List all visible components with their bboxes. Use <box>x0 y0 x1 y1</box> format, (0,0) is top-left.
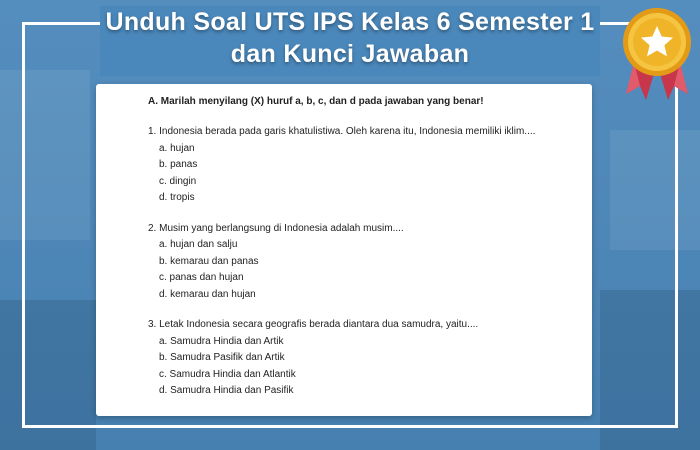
answer-option: d. tropis <box>159 192 195 203</box>
instruction: A. Marilah menyilang (X) huruf a, b, c, dan d pada jawaban yang benar! <box>148 96 484 107</box>
exam-document <box>148 96 588 400</box>
answer-option: b. kemarau dan panas <box>159 255 259 267</box>
answer-option: a. hujan dan salju <box>159 239 238 250</box>
answer-option: b. Samudra Pasifik dan Artik <box>159 352 285 363</box>
answer-option: c. Samudra Hindia dan Atlantik <box>159 368 296 380</box>
answer-option: c. dingin <box>159 175 197 187</box>
answer-option: d. kemarau dan hujan <box>159 288 256 300</box>
answer-option: b. panas <box>159 159 198 170</box>
question: 3. Letak Indonesia secara geografis berada diantara dua samudra, yaitu.... <box>148 319 479 330</box>
title-line-1: Unduh Soal UTS IPS Kelas 6 Semester 1 <box>105 8 595 36</box>
answer-option: d. Samudra Hindia dan Pasifik <box>159 385 294 396</box>
question: 2. Musim yang berlangsung di Indonesia adalah musim.... <box>148 222 404 234</box>
question: 1. Indonesia berada pada garis khatulistiwa. Oleh karena itu, Indonesia memiliki iklim.... <box>148 126 536 137</box>
title-line-2: dan Kunci Jawaban <box>230 40 470 68</box>
answer-option: c. panas dan hujan <box>159 272 244 283</box>
answer-option: a. Samudra Hindia dan Artik <box>159 335 284 347</box>
page-title <box>0 6 700 70</box>
answer-option: a. hujan <box>159 142 195 154</box>
star-medal-icon <box>612 2 700 102</box>
